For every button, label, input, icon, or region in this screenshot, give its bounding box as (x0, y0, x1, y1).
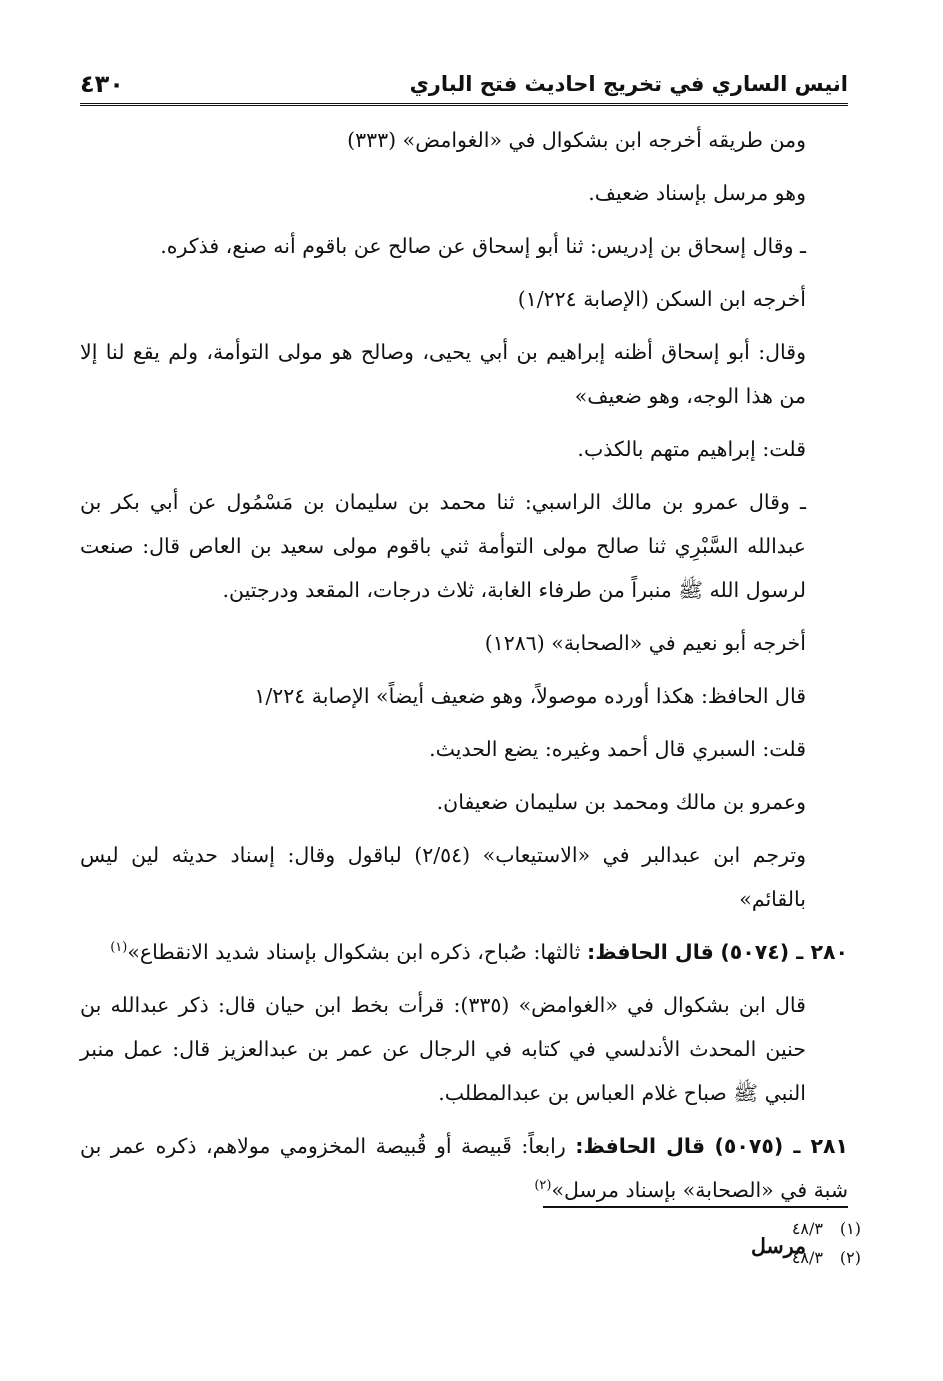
paragraph: وهو مرسل بإسناد ضعيف. (588, 181, 806, 205)
entry-number: ٢٨١ ـ (٥٠٧٥) (714, 1134, 848, 1158)
paragraph: قلت: إبراهيم متهم بالكذب. (577, 437, 806, 461)
entry-verdict: مرسل (751, 1234, 806, 1258)
entry-number: ٢٨٠ ـ (٥٠٧٤) (720, 940, 848, 964)
footnote-item (792, 1214, 861, 1243)
footnote-marker: (١) (839, 1219, 861, 1238)
footnote-ref: (١) (110, 940, 128, 956)
entry-text: رابعاً: قَبيصة أو قُبيصة المخزومي مولاهم، ذكره عمر بن شبة في «الصحابة» بإسناد مرسل» (80, 1134, 848, 1202)
paragraph: قلت: السبري قال أحمد وغيره: يضع الحديث. (429, 737, 806, 761)
entry-label: قال الحافظ: (587, 940, 714, 964)
entry-281 (80, 1124, 848, 1212)
footnotes (792, 1214, 861, 1272)
main-text (80, 118, 848, 1268)
footnote-ref: (٢) (534, 1178, 552, 1194)
paragraph: أخرجه أبو نعيم في «الصحابة» (١٢٨٦) (484, 631, 806, 655)
paragraph: وعمرو بن مالك ومحمد بن سليمان ضعيفان. (436, 790, 806, 814)
running-title: انيس الساري في تخريج احاديث فتح الباري (409, 72, 848, 96)
paragraph: ومن طريقه أخرجه ابن بشكوال في «الغوامض» (٣٣٣) (347, 128, 806, 152)
page-header (80, 64, 848, 104)
paragraph: أخرجه ابن السكن (الإصابة ١/٢٢٤) (517, 287, 806, 311)
entry-280 (80, 930, 848, 974)
paragraph: وقال: أبو إسحاق أظنه إبراهيم بن أبي يحيى، وصالح هو مولى التوأمة، ولم يقع لنا إلا من هذا الوجه، وهو ضعيف» (80, 340, 806, 408)
header-rule (80, 103, 848, 106)
entry-text: ثالثها: صُباح، ذكره ابن بشكوال بإسناد شديد الانقطاع» (127, 940, 581, 964)
paragraph: ـ وقال عمرو بن مالك الراسبي: ثنا محمد بن سليمان بن مَسْمُول عن أبي بكر بن عبدالله السَّبْرِي ثنا صالح مولى التوأمة ثني باقوم مولى سعيد بن العاص قال: صنعت لرسول الله ﷺ منبراً من طرفاء الغابة، ثلاث درجات، المقعد ودرجتين. (80, 490, 806, 602)
paragraph: قال الحافظ: هكذا أورده موصولاً، وهو ضعيف أيضاً» الإصابة ١/٢٢٤ (254, 684, 806, 708)
footnote-marker: (٢) (839, 1248, 861, 1267)
paragraph: وترجم ابن عبدالبر في «الاستيعاب» (٢/٥٤) لباقول وقال: إسناد حديثه لين ليس بالقائم» (80, 843, 806, 911)
page-number: ٤٣٠ (80, 70, 124, 98)
footnote-text: ٤٨/٣ (791, 1219, 823, 1238)
footnote-item (792, 1243, 861, 1272)
footnote-text: ٤٨/٣ (791, 1248, 823, 1267)
entry-commentary: قال ابن بشكوال في «الغوامض» (٣٣٥): قرأت بخط ابن حيان قال: ذكر عبدالله بن حنين المحدث الأندلسي في كتابه في الرجال عن عمر بن عبدالعزيز قال: عمل منبر النبي ﷺ صباح غلام العباس بن عبدالمطلب. (80, 993, 806, 1105)
entry-label: قال الحافظ: (575, 1134, 705, 1158)
paragraph: ـ وقال إسحاق بن إدريس: ثنا أبو إسحاق عن صالح عن باقوم أنه صنع، فذكره. (160, 234, 806, 258)
footnote-rule (543, 1206, 848, 1208)
